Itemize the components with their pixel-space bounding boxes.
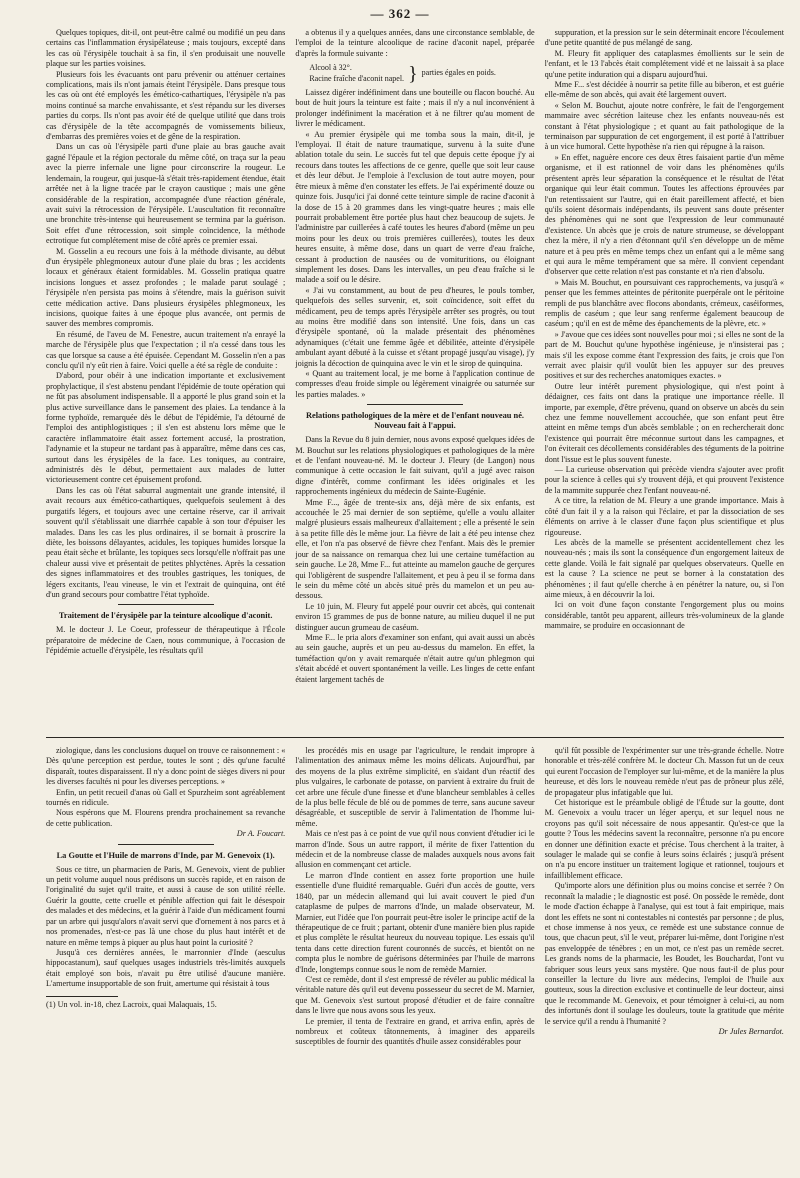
section-rule (118, 844, 214, 845)
paragraph: Enfin, un petit recueil d'anas où Gall et Spurzheim sont agréablement tournés en ridicule. (46, 787, 286, 808)
bottom-col3-paragraphs (545, 746, 784, 1027)
top-col1-paragraphs-2 (46, 625, 285, 656)
paragraph: suppuration, et la pression sur le sein déterminait encore l'écoulement d'une petite quantité de pus mélangé de sang. (544, 28, 784, 48)
paragraph: Le premier, il tenta de l'extraire en grand, et arriva enfin, après de nombreux et coûteux tâtonnements, à imaginer des appareils susceptibles de fournir des quantités d'huile assez considérables pour (295, 1016, 535, 1047)
signature-foucart: Dr A. Foucart. (236, 829, 286, 839)
paragraph: les procédés mis en usage par l'agriculture, le rendait impropre à l'alimentation des animaux même les moins délicats. Aujourd'hui, par des moyens de la plus extrême simplicité, en s'aidant d'un réactif des plus vulgaires, le carbonate de potasse, on parvient à extraire du fruit de cet arbre une fécule d'une finesse et d'une blancheur semblables à celles de la plus belle fécule de blé ou de pommes de terre, sans aucune saveur désagréable, et susceptible de servir à l'alimentation de l'homme lui-même. (295, 746, 535, 828)
top-column-2 (295, 28, 534, 728)
paragraph: Laissez digérer indéfiniment dans une bouteille ou flacon bouché. Au bout de huit jours la teinture est faite ; mais il n'y a nul inconvénient à prolonger indéfiniment la macération et à ne filtrer qu'au moment de livrer le médicament. (295, 88, 535, 129)
paragraph: Cet historique est le préambule obligé de l'Étude sur la goutte, dont M. Genevoix a voulu tracer un léger aperçu, et sur lequel nous ne croyons pas qu'il soit nécessaire de nous appesantir. Qu'est-ce que la goutte ? Tous les médecins savent la reconnaître, personne n'a pu encore en donner une définition exacte et précise. Tous cherchent à la traiter, à soulager le malade qui se confie à leurs soins éclairés ; jusqu'à présent on n'a pu encore instituer un traitement logique et rationnel, toujours et infailliblement efficace. (544, 798, 784, 880)
top-section (46, 28, 784, 728)
top-column-3 (545, 28, 784, 728)
paragraph: » J'avoue que ces idées sont nouvelles pour moi ; si elles ne sont de la part de M. Bouchut qu'une hypothèse ingénieuse, je n'insisterai pas ; mais s'il les expose comme étant l'expression des faits, je crois que l'on verrait avec plaisir qu'il voulût bien les appuyer sur des preuves positives et sur des recherches anatomiques exactes. » (544, 329, 784, 381)
top-col2-paragraphs-2 (295, 88, 534, 400)
formula-line: Alcool à 32°. (309, 63, 352, 73)
formula-brace: } (408, 62, 418, 85)
paragraph: « Quant au traitement local, je me borne à l'application continue de compresses d'eau froide simple ou légèrement vinaigrée ou saturnée sur les parties malades. » (295, 369, 535, 399)
section-rule (118, 604, 214, 605)
footnote: (1) Un vol. in-18, chez Lacroix, quai Malaquais, 15. (46, 999, 217, 1009)
paragraph: « Selon M. Bouchut, ajoute notre confrère, le fait de l'engorgement mammaire avec sécrétion laiteuse chez les enfants nouveau-nés est constant à l'état physiologique ; et quant au fait pathologique de la terminaison par suppuration de cet engorgement, il est porté à l'attribuer à un vice humoral. Cette hypothèse n'a rien qui répugne à la raison. (544, 100, 784, 152)
paragraph: Dans la Revue du 8 juin dernier, nous avons exposé quelques idées de M. Bouchut sur les relations physiologiques et pathologiques de la mère et de l'enfant nouveau-né. M. le docteur J. Fleury (de Langon) nous communique à cette occasion le fait suivant, qu'il a jugé avec raison digne d'intérêt, comme confirmant les idées originales et les rapprochements ingénieux du médecin de Sainte-Eugénie. (295, 435, 535, 497)
top-col3-paragraphs (545, 28, 784, 632)
paragraph: a obtenus il y a quelques années, dans une circonstance semblable, de l'emploi de la teinture alcoolique de racine d'aconit napel, préparée d'après la formule suivante : (295, 28, 535, 58)
aconit-formula (309, 63, 534, 84)
paragraph: D'abord, pour obéir à une indication importante et exclusivement prophylactique, il s'est abstenu pendant l'épidémie de toute opération qui ne fût pas absolument indispensable. Il a apporté le plus grand soin et la plus active surveillance dans le pansement des plaies. La tendance à la forme typhoïde, remarquée dès le début de l'épidémie, l'a détourné de l'emploi des antiphlogistiques ; il s'en est abstenu lors même que le caractère inflammatoire était assez fortement accusé, la prostration, l'adynamie et la stupeur ne tardant pas à apparaître, même dans ces cas, surtout dans les érysipèles de la face. Les toniques, au contraire, administrés dès le début, permettaient aux malades de lutter victorieusement contre cet épuisement profond. (46, 371, 286, 485)
paragraph: Mme F... s'est décidée à nourrir sa petite fille au biberon, et est guérie elle-même de son abcès, qui avait été largement ouvert. (544, 80, 784, 100)
paragraph: « Au premier érysipèle qui me tomba sous la main, dit-il, je l'employai. Il était de nature traumatique, survenu à la suite d'une ablation totale du sein. Le succès fut tel que depuis cette époque j'y ai recours dans toutes les affections de ce genre, quelle que soit leur cause et dès leur début. Je l'emploie à l'exclusion de tout autre moyen, pour être mieux à même d'en constater les effets. Je l'ai expérimenté douze ou quinze fois. Jusqu'ici j'ai donné cette teinture simple de racine d'aconit à la dose de 15 à 20 grammes dans les vingt-quatre heures ; mais elle pourrait probablement être portée plus haut chez beaucoup de sujets. Je l'administre par cuillerées à café toutes les heures d'abord (même un peu moins pour les deux ou trois premières cuillerées), toutes les deux heures ensuite, à même dose, dans un quart de verre d'eau fraîche, cessant à production de nausées ou de vomituritions, ou éloignant simplement les doses. Dans les intervalles, un peu d'eau fraîche si le malade a soif ou le désire. (295, 129, 535, 285)
paragraph: » Mais M. Bouchut, en poursuivant ces rapprochements, va jusqu'à « penser que les femmes atteintes de péritonite puerpérale ont le péritoine rempli de pus blanchâtre avec flocons abondants, crémeux, caséiformes, remplis de caséum ; que leur sang renferme également beaucoup de caséum ; qu'il en est de même des épanchements de la plèvre, etc. » (544, 277, 784, 329)
top-column-1 (46, 28, 285, 728)
bottom-column-1 (46, 746, 285, 1170)
paragraph: A ce titre, la relation de M. Fleury a une grande importance. Mais à côté d'un fait il y a la raison qui l'éclaire, et par la dissociation de ses éléments on arrive à le classer d'une façon plus scientifique et plus rigoureuse. (544, 496, 784, 537)
paragraph: Les abcès de la mamelle se présentent accidentellement chez les nouveau-nés ; mais ils sont la conséquence d'un engorgement laiteux de cette glande. Voilà le fait signalé par quelques observateurs. Quelle en est la cause ? La science ne peut se borner à la constatation des phénomènes ; il faut qu'elle cherche à en pénétrer la nature, ou, si l'on aime mieux, à en découvrir la loi. (544, 537, 784, 599)
bottom-column-3 (545, 746, 784, 1170)
formula-proportion: parties égales en poids. (421, 68, 496, 78)
paragraph: ziologique, dans les conclusions duquel on trouve ce raisonnement : « Dès qu'une perception est perdue, toutes le sont ; dès qu'une faculté disparaît, toutes disparaissent. Il n'y a donc point de sièges divers ni pour les diverses facultés ni pour les diverses perceptions. » (46, 746, 286, 787)
bottom-section (46, 746, 784, 1170)
paragraph: Nous espérons que M. Flourens prendra prochainement sa revanche de cette publication. (46, 808, 286, 828)
heading-aconit: Traitement de l'érysipèle par la teinture alcoolique d'aconit. (58, 611, 273, 621)
paragraph: Quelques topiques, dit-il, ont peut-être calmé ou modifié un peu dans certains cas l'inflammation érysipélateuse ; mais toujours, excepté dans les cas où l'érysipèle touchait à sa fin, il s'en produisait une nouvelle plaque sur les parties voisines. (46, 28, 286, 69)
signature-bernardot: Dr Jules Bernardot. (718, 1026, 784, 1036)
paragraph: M. Gosselin a eu recours une fois à la méthode divisante, au début d'un érysipèle phlegmoneux autour d'une plaie du bras ; les accidents locaux et généraux étaient formidables. M. Gosselin pratiqua quatre incisions longues et assez profondes ; le malade parut soulagé ; l'érysipèle n'en persista pas moins à s'étendre, mais la guérison suivit cette médication active. Dans plusieurs érysipèles phlegmoneux, les incisions, quoique faites à une époque plus avancée, ont permis de sauver des membres compromis. (46, 246, 286, 329)
paragraph: Ici on voit d'une façon constante l'engorgement plus ou moins considérable, tantôt peu apparent, ailleurs très-volumineux de la glande mammaire, se produire en occasionnant de (544, 600, 784, 631)
paragraph: Mais ce n'est pas à ce point de vue qu'il nous convient d'étudier ici le marron d'Inde. Sous un autre rapport, il mérite de fixer l'attention du médecin et de la nombreuse classe de malades auxquels nous avons fait allusion en commençant cet article. (295, 829, 535, 870)
top-col2-paragraphs-3 (295, 435, 534, 685)
top-col2-paragraphs (295, 28, 534, 59)
paragraph: M. le docteur J. Le Coeur, professeur de thérapeutique à l'École préparatoire de médecine de Caen, nous communique, à l'occasion de l'épidémie actuelle d'érysipèle, les résultats qu'il (46, 625, 286, 656)
paragraph: — La curieuse observation qui précède viendra s'ajouter avec profit pour la science à celles qui s'y trouvent déjà, et qui prouvent l'existence de la mammite suppurée chez l'enfant nouveau-né. (544, 465, 784, 495)
paragraph: Dans un cas où l'érysipèle parti d'une plaie au bras gauche avait gagné l'épaule et la région pectorale du même côté, on traça sur la peau avec la pierre infernale une ligne pour circonscrire la rougeur. Le lendemain, la rougeur, qui jusque-là s'était très-rapidement étendue, était arrêtée net à la ligne tracée par le crayon caustique ; mais une gêne considérable de la respiration, accompagnée d'une réaction générale, avait suivi la rétrocession de l'érysipèle. L'auscultation fit reconnaître une bronchite très-intense qui heureusement se termina par la guérison. Soit effet d'une rétrocession, soit simple coïncidence, la méthode ectrotique fut complétement mise de côté après ce premier essai. (46, 142, 286, 246)
paragraph: Sous ce titre, un pharmacien de Paris, M. Genevoix, vient de publier un petit volume auquel nous prédisons un succès rapide, et en raison de l'originalité du sujet qu'il traite, et aussi à cause de son utilité réelle. Guérir la goutte, cette cruelle et pénible affection qui fait le désespoir des malades et des médecins, et la guérir à l'aide d'un médicament fourni par un arbre qui jusqu'alors n'avait servi que d'ornement à nos parcs et à nos promenades, n'est-ce pas là une chose du plus haut intérêt et de nature en même temps à piquer au plus haut point la curiosité ? (46, 864, 286, 947)
section-rule (367, 404, 463, 405)
paragraph: Qu'importe alors une définition plus ou moins concise et serrée ? On reconnaît la maladie ; le diagnostic est posé. On possède le remède, dont le mode d'action échappe à l'analyse, qui est tout à fait empirique, mais dont les effets ne sont ni contestables ni contestés par personne ; de plus, et chose immense à nos yeux, ce remède est une substance connue de tous, que chacun peut, s'il le veut, préparer lui-même, dont l'origine n'est pas enveloppée de ténèbres ; en un mot, ce n'est pas un remède secret. Les grands noms de la pharmacie, les Boudet, les Bouchardat, l'ont vu fabriquer sous leurs yeux sans mystère. Que nous faut-il de plus pour conseiller la lecture du livre aux médecins, l'emploi de l'huile aux goutteux, sous la direction exclusive et continuelle de leur docteur, ainsi que le recommande M. Genevoix, et pour témoigner à celui-ci, au nom des infortunés dont il soulage les douleurs, toute la gratitude que mérite le service qu'il a rendu à l'humanité ? (544, 881, 784, 1026)
top-col1-paragraphs (46, 28, 285, 600)
paragraph: qu'il fût possible de l'expérimenter sur une très-grande échelle. Notre honorable et très-zélé confrère M. le docteur Ch. Masson fut un de ceux qui eurent l'occasion de l'employer sur lui-même, et de la manière la plus heureuse, et dès lors le nouveau remède n'eut pas de prôneur plus zélé, de propagateur plus infatigable que lui. (544, 746, 784, 797)
paragraph: Mme F..., âgée de trente-six ans, déjà mère de six enfants, est accouchée le 25 mai dernier de son septième, qu'elle a voulu allaiter malgré plusieurs essais malheureux d'allaitement ; elle a présenté le sein à sa petite fille dès le même jour. La fièvre de lait a été peu intense chez elle, et l'on n'a pas observé de fièvre chez l'enfant. Mais dès le premier jour de sa naissance on remarqua chez lui une certaine tuméfaction au sein gauche. Le 28, Mme F... fut atteinte au mamelon gauche de gerçures qui l'obligèrent de suspendre l'allaitement, et peu à peu il se forma dans le sein du même côté un abcès situé près du mamelon et un peu au-dessous. (295, 497, 535, 601)
footnote-rule (46, 996, 118, 997)
formula-ingredients (309, 63, 404, 84)
paragraph: Mme F... le pria alors d'examiner son enfant, qui avait aussi un abcès au sein gauche, auprès et un peu au-dessus du mamelon. En effet, la tuméfaction qu'on y avait remarquée n'était autre qu'un phlegmon qui s'était abcédé et ouvert spontanément la veille. Les linges de cette enfant étaient largement tachés de (295, 632, 535, 684)
paragraph: » En effet, naguère encore ces deux êtres faisaient partie d'un même organisme, et il est rationnel de voir dans les phénomènes qu'ils présentent après leur séparation la conséquence et le résultat de l'état organique qui leur était commun. Toutes les affections éprouvées par l'un retentissaient sur l'autre, qui en était pareillement affecté, et bien qu'ils soient désormais indépendants, ils peuvent sans doute présenter des phénomènes qui ne sont que l'expression de leur communauté d'existence. Un abcès que je crois de nature strumeuse, se développant chez la mère, il n'y a rien d'étonnant qu'il s'en développe un de même nature et à peu près en même temps chez un enfant qui a le même sang et qui aura le même tempérament que sa mère. Il convient cependant d'observer que cette relation n'est pas constante et n'a rien d'absolu. (544, 152, 784, 277)
page-number: — 362 — (370, 6, 430, 21)
paragraph: Dans les cas où l'état saburral augmentait une grande intensité, il avait recours aux émético-cathartiques, quelquefois seulement à des purgatifs légers, et toujours avec une certaine réserve, car il arrivait souvent qu'il s'établissait une diarrhée capable à son tour d'épuiser les malades. Dans les cas les plus ordinaires, il se bornait à proscrire la diète, les boissons délayantes, acidules, les topiques humides lorsque la peau était sèche et brûlante, les topiques secs lorsqu'elle n'offrait pas une chaleur aussi vive et présentait de petites phlyctènes. Après la cessation des signes inflammatoires et des troubles gastriques, les toniques, de légers excitants, l'eau vineuse, le vin et l'extrait de quinquina, ont été d'un grand secours pour combattre l'état typhoïde. (46, 485, 286, 599)
heading-relations: Relations pathologiques de la mère et de l'enfant nouveau né. Nouveau fait à l'appui. (305, 411, 525, 431)
formula-line: Racine fraîche d'aconit napel. (309, 73, 405, 83)
paragraph: Jusqu'à ces dernières années, le marronnier d'Inde (aesculus hippocastanum), sauf quelques usages industriels très-limités auxquels était employé son bois, n'avait pu être utilisé d'aucune manière. L'amertume insupportable de son fruit, amertume qui résistait à tous (46, 947, 286, 989)
paragraph: Plusieurs fois les évacuants ont paru prévenir ou atténuer certaines complications, mais ils n'ont jamais éteint l'érysipèle. Dans presque tous les cas où ont été employés les émético-cathartiques, l'érysipèle n'a pas moins continué sa marche envahissante, et s'est répandu sur les diverses parties du corps. Ils n'ont pas avoir été de quelque utilité que dans trois cas d'érysipèle de la tête accompagnés de vomissements bilieux, d'embarras des premières voies et de gêne de la respiration. (46, 69, 286, 142)
paragraph: En résumé, de l'aveu de M. Fenestre, aucun traitement n'a enrayé la marche de l'érysipèle plus que l'expectation ; il n'a cessé dans tous les cas que lorsque sa cause a été épuisée. Cependant M. Gosselin n'en a pas conclu qu'il n'y eût rien à faire. Voici quelle a été sa règle de conduite : (46, 329, 286, 370)
bottom-col1-paragraphs-2 (46, 865, 285, 990)
bottom-col1-paragraphs (46, 746, 285, 829)
bottom-column-2 (295, 746, 534, 1170)
paragraph: Le 10 juin, M. Fleury fut appelé pour ouvrir cet abcès, qui contenait environ 15 grammes de pus de bonne nature, au milieu duquel il ne put distinguer aucun grumeau de caséum. (295, 601, 535, 632)
paragraph: Le marron d'Inde contient en assez forte proportion une huile essentielle d'une fluidité remarquable. Guéri d'un accès de goutte, vers 1840, par un médecin allemand qui lui avait couvert le pied d'un cataplasme de pulpes de marrons d'Inde, un malade observateur, M. Marnier, eut l'idée que l'on pourrait peut-être isoler le principe actif de la thérapeutique de ce fruit ; partant, obtenir d'une manière bien plus rapide et plus complète le résultat heureux du nouveau topique. Les essais qu'il tenta dans cette direction furent couronnés de succès, et bientôt on ne compta plus le nombre de guérisons déterminées par l'huile de marrons d'Inde, longtemps connue sous le nom de remède Marnier. (295, 870, 535, 974)
paragraph: M. Fleury fit appliquer des cataplasmes émollients sur le sein de l'enfant, et le 13 l'abcès était complétement vidé et ne laissait à sa place qu'une petite induration qui a disparu aujourd'hui. (544, 48, 784, 79)
paragraph: « J'ai vu constamment, au bout de peu d'heures, le pouls tomber, quelquefois des selles survenir, et, soit coïncidence, soit effet du médicament, peu de temps après l'érysipèle arrêter ses progrès, ou tout au moins être modifié dans son intensité. Une fois, dans un cas d'érysipèle spontané, où la malade présentait des phénomènes adynamiques (c'était une femme âgée et débilitée, atteinte d'érysipèle ambulant ayant débuté à la cuisse et s'étant propagé jusqu'au visage), j'y joignis la décoction de quinquina avec le vin et le sirop de quinquina. (295, 285, 535, 368)
page-divider (46, 737, 784, 738)
bottom-col2-paragraphs (295, 746, 534, 1048)
paragraph: Outre leur intérêt purement physiologique, qui n'est point à dédaigner, ces faits ont dans la pratique une importance réelle. Il importe, par exemple, d'être prévenu, quand on observe un abcès du sein chez une femme nouvellement accouchée, que son enfant peut être atteint en même temps d'un abcès semblable ; on en rechercherait donc l'existence qui pourrait être méconnue surtout dans les campagnes, et l'on éviterait ces décollements considérables des téguments de la poitrine dont l'issue est le plus souvent funeste. (544, 381, 784, 464)
paragraph: C'est ce remède, dont il s'est empressé de révéler au public médical la véritable nature dès qu'il eut devenu possesseur du secret de M. Marnier, que M. Genevoix s'est surtout proposé d'étudier et de faire connaître dans le livre que nous avons sous les yeux. (295, 974, 535, 1016)
heading-goutte: La Goutte et l'Huile de marrons d'Inde, par M. Genevoix (1). (56, 850, 275, 860)
